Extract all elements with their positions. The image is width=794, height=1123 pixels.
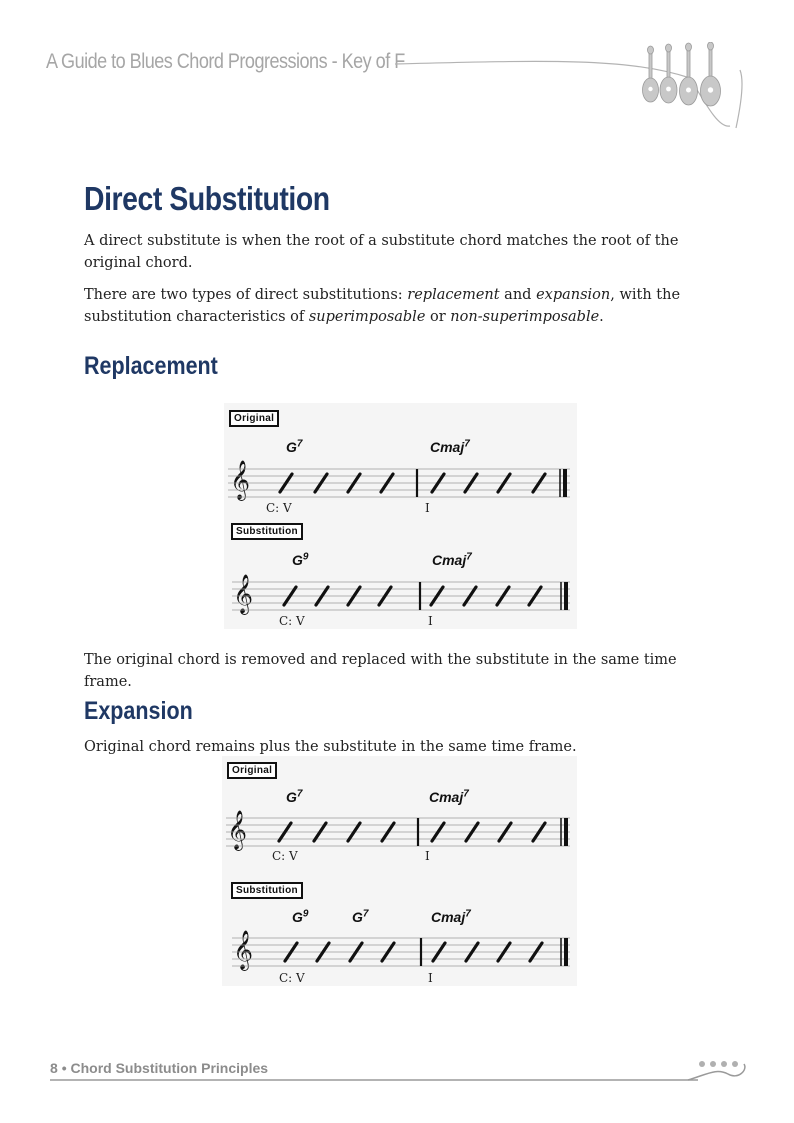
replacement-caption: The original chord is removed and replaced with the substitute in the same time frame.	[84, 652, 677, 690]
ukulele-group-icon	[640, 42, 730, 110]
music-staff	[224, 580, 577, 612]
roman-numeral: I	[425, 501, 430, 515]
replacement-figure	[224, 403, 577, 629]
roman-numeral: C: V	[279, 971, 305, 985]
footer-swirl-icon	[48, 1056, 748, 1086]
section-title: Direct Substitution	[84, 180, 330, 217]
expansion-figure	[222, 756, 577, 986]
roman-numeral: I	[425, 849, 430, 863]
music-staff	[222, 936, 577, 968]
running-header-title: A Guide to Blues Chord Progressions - Key of F	[46, 50, 405, 73]
roman-numeral: C: V	[279, 614, 305, 628]
treble-clef-icon: 𝄞	[230, 460, 251, 500]
paragraph-definition: A direct substitute is when the root of a substitute chord matches the root of the original chord.	[84, 233, 679, 271]
expansion-caption: Original chord remains plus the substitute in the same time frame.	[84, 739, 577, 755]
roman-numeral: C: V	[266, 501, 292, 515]
chord-label: $G^7$	[286, 788, 303, 805]
treble-clef-icon: 𝄞	[233, 574, 254, 614]
chord-label: Cmaj$^7$	[430, 438, 470, 455]
chord-label: Cmaj$^7$	[429, 788, 469, 805]
music-staff	[224, 467, 577, 499]
expansion-heading: Expansion	[84, 697, 193, 725]
treble-clef-icon: 𝄞	[227, 810, 248, 850]
original-tag: Original	[229, 410, 279, 427]
chord-label: $G^9$	[292, 908, 309, 925]
original-tag: Original	[227, 762, 277, 779]
paragraph-types: There are two types of direct substitutions: replacement and expansion, with the substitution characteristics of superimposable or non-superimposable.	[84, 287, 681, 325]
footer-label: Chord Substitution Principles	[70, 1060, 269, 1076]
chord-label: $G^7$	[352, 908, 369, 925]
treble-clef-icon: 𝄞	[233, 930, 254, 970]
substitution-tag: Substitution	[231, 882, 303, 899]
roman-numeral: C: V	[272, 849, 298, 863]
music-staff	[222, 816, 577, 848]
chord-label: Cmaj$^7$	[432, 551, 472, 568]
chord-label: $G^9$	[292, 551, 309, 568]
replacement-heading: Replacement	[84, 352, 218, 380]
roman-numeral: I	[428, 971, 433, 985]
roman-numeral: I	[428, 614, 433, 628]
intro-paragraph	[84, 230, 714, 328]
substitution-tag: Substitution	[231, 523, 303, 540]
chord-label: Cmaj$^7$	[431, 908, 471, 925]
page-footer: 8 • Chord Substitution Principles	[50, 1060, 269, 1076]
page-number: 8	[50, 1060, 58, 1076]
chord-label: $G^7$	[286, 438, 303, 455]
